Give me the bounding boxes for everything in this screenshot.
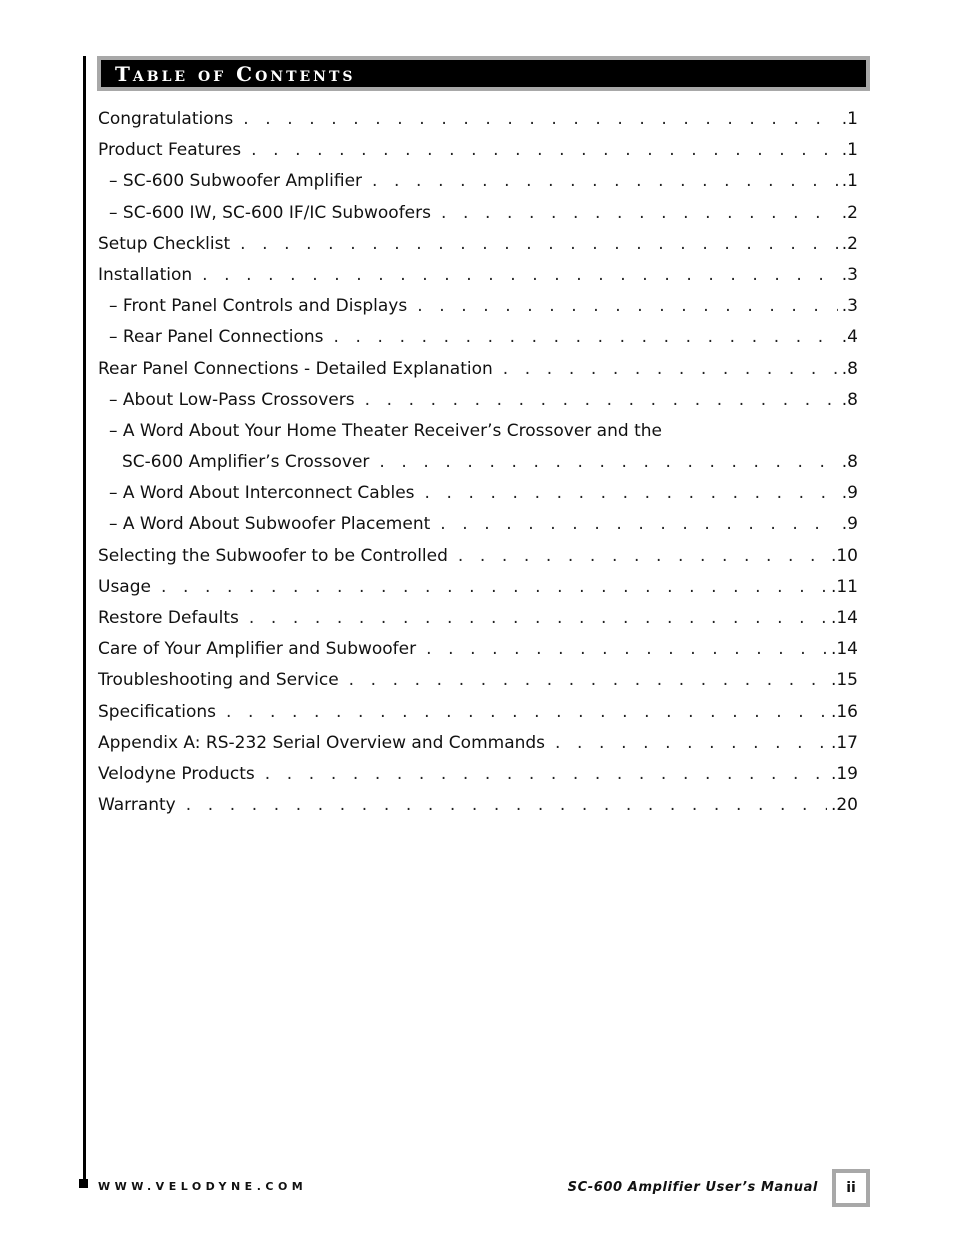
toc-entry-page: .1 bbox=[841, 140, 858, 161]
toc-entry-title: Setup Checklist bbox=[98, 233, 231, 254]
toc-entry-page: .1 bbox=[841, 109, 858, 129]
toc-leader-dots bbox=[555, 728, 827, 759]
toc-entry-receiver-crossover[interactable] bbox=[98, 416, 858, 447]
toc-entry-title: – Rear Panel Connections bbox=[109, 327, 324, 348]
toc-leader-dots bbox=[365, 385, 838, 416]
toc-leader-dots bbox=[334, 322, 838, 353]
toc-entry-page: .8 bbox=[841, 358, 858, 379]
toc-entry-setup-checklist[interactable] bbox=[98, 229, 858, 260]
toc-entry-title: – SC-600 Subwoofer Amplifier bbox=[109, 171, 363, 192]
table-of-contents bbox=[98, 104, 858, 821]
toc-entry-title: Velodyne Products bbox=[98, 763, 255, 784]
toc-entry-installation[interactable] bbox=[98, 260, 858, 291]
toc-leader-dots bbox=[425, 478, 838, 509]
toc-entry-selecting-subwoofer[interactable] bbox=[98, 541, 858, 572]
toc-entry-title: Appendix A: RS-232 Serial Overview and Commands bbox=[98, 732, 546, 753]
page-number: ii bbox=[836, 1173, 866, 1203]
toc-entry-interconnect-cables[interactable] bbox=[98, 478, 858, 509]
toc-entry-title: – Front Panel Controls and Displays bbox=[109, 296, 408, 317]
toc-leader-dots bbox=[440, 509, 838, 540]
toc-leader-dots bbox=[243, 104, 838, 135]
left-margin-rule-cap bbox=[79, 1179, 88, 1188]
toc-entry-title: – SC-600 IW, SC-600 IF/IC Subwoofers bbox=[109, 202, 431, 223]
toc-entry-usage[interactable] bbox=[98, 572, 858, 603]
footer-website-url[interactable]: WWW.VELODYNE.COM bbox=[98, 1180, 308, 1193]
toc-entry-receiver-crossover-cont[interactable] bbox=[98, 447, 858, 478]
toc-entry-specifications[interactable] bbox=[98, 697, 858, 728]
toc-entry-title: Restore Defaults bbox=[98, 608, 239, 628]
toc-entry-title: Product Features bbox=[98, 140, 242, 161]
toc-entry-page: .8 bbox=[841, 389, 858, 410]
toc-entry-title: – A Word About Your Home Theater Receiver’s Crossover and the bbox=[109, 420, 662, 441]
toc-entry-page: .4 bbox=[841, 327, 858, 348]
toc-entry-page: .9 bbox=[841, 514, 858, 535]
footer-manual-title: SC-600 Amplifier User’s Manual bbox=[567, 1180, 818, 1195]
toc-entry-page: .1 bbox=[841, 171, 858, 192]
toc-entry-restore-defaults[interactable] bbox=[98, 603, 858, 634]
toc-entry-page: .17 bbox=[830, 732, 858, 753]
toc-header bbox=[97, 56, 870, 91]
toc-entry-congratulations[interactable] bbox=[98, 104, 858, 135]
toc-leader-dots bbox=[265, 759, 827, 790]
toc-header-bar bbox=[101, 60, 866, 87]
toc-entry-sc600-amplifier[interactable] bbox=[98, 166, 858, 197]
toc-entry-page: .14 bbox=[830, 608, 858, 628]
toc-leader-dots bbox=[349, 665, 827, 696]
toc-entry-page: .3 bbox=[841, 264, 858, 285]
toc-entry-title: Warranty bbox=[98, 795, 176, 816]
page-title: Table of Contents bbox=[115, 61, 356, 86]
toc-entry-title: SC-600 Amplifier’s Crossover bbox=[122, 452, 370, 473]
toc-entry-title: Selecting the Subwoofer to be Controlled bbox=[98, 545, 448, 566]
toc-entry-velodyne-products[interactable] bbox=[98, 759, 858, 790]
toc-entry-page: .19 bbox=[830, 763, 858, 784]
toc-entry-page: .11 bbox=[830, 576, 858, 597]
toc-entry-page: .2 bbox=[841, 233, 858, 254]
toc-leader-dots bbox=[251, 135, 838, 166]
toc-leader-dots bbox=[202, 260, 838, 291]
toc-leader-dots bbox=[417, 291, 838, 322]
toc-entry-title: Care of Your Amplifier and Subwoofer bbox=[98, 639, 417, 660]
toc-entry-page: .15 bbox=[830, 670, 858, 691]
toc-leader-dots bbox=[441, 198, 838, 229]
toc-entry-low-pass-crossovers[interactable] bbox=[98, 385, 858, 416]
toc-entry-subwoofer-placement[interactable] bbox=[98, 509, 858, 540]
toc-entry-title: Installation bbox=[98, 264, 193, 285]
toc-entry-front-panel[interactable] bbox=[98, 291, 858, 322]
toc-entry-title: Usage bbox=[98, 576, 151, 597]
toc-entry-title: – A Word About Interconnect Cables bbox=[109, 483, 415, 504]
left-margin-rule bbox=[83, 56, 86, 1184]
toc-entry-troubleshooting[interactable] bbox=[98, 665, 858, 696]
toc-entry-appendix-a[interactable] bbox=[98, 728, 858, 759]
toc-leader-dots bbox=[226, 697, 827, 728]
toc-leader-dots bbox=[161, 572, 827, 603]
toc-entry-page: .9 bbox=[841, 483, 858, 504]
toc-entry-sc600-subwoofers[interactable] bbox=[98, 198, 858, 229]
toc-entry-page: .16 bbox=[830, 701, 858, 722]
toc-entry-care[interactable] bbox=[98, 634, 858, 665]
page-number-box bbox=[832, 1169, 870, 1207]
toc-entry-page: .20 bbox=[830, 795, 858, 816]
toc-leader-dots bbox=[379, 447, 837, 478]
toc-entry-page: .8 bbox=[841, 452, 858, 473]
toc-entry-warranty[interactable] bbox=[98, 790, 858, 821]
toc-leader-dots bbox=[458, 541, 827, 572]
toc-entry-page: .10 bbox=[830, 545, 858, 566]
toc-entry-title: – A Word About Subwoofer Placement bbox=[109, 514, 431, 535]
toc-entry-title: Rear Panel Connections - Detailed Explanation bbox=[98, 358, 493, 379]
toc-entry-product-features[interactable] bbox=[98, 135, 858, 166]
toc-leader-dots bbox=[240, 229, 838, 260]
toc-entry-page: .3 bbox=[841, 296, 858, 317]
toc-entry-title: Congratulations bbox=[98, 109, 234, 129]
toc-entry-title: Specifications bbox=[98, 701, 217, 722]
toc-entry-rear-panel[interactable] bbox=[98, 322, 858, 353]
toc-leader-dots bbox=[503, 354, 838, 385]
toc-leader-dots bbox=[186, 790, 827, 821]
toc-entry-page: .14 bbox=[830, 639, 858, 660]
toc-leader-dots bbox=[372, 166, 838, 197]
toc-entry-page: .2 bbox=[841, 202, 858, 223]
toc-entry-title: – About Low-Pass Crossovers bbox=[109, 389, 355, 410]
toc-entry-title: Troubleshooting and Service bbox=[98, 670, 339, 691]
toc-leader-dots bbox=[249, 603, 827, 634]
toc-entry-rear-panel-detailed[interactable] bbox=[98, 354, 858, 385]
toc-leader-dots bbox=[426, 634, 827, 665]
